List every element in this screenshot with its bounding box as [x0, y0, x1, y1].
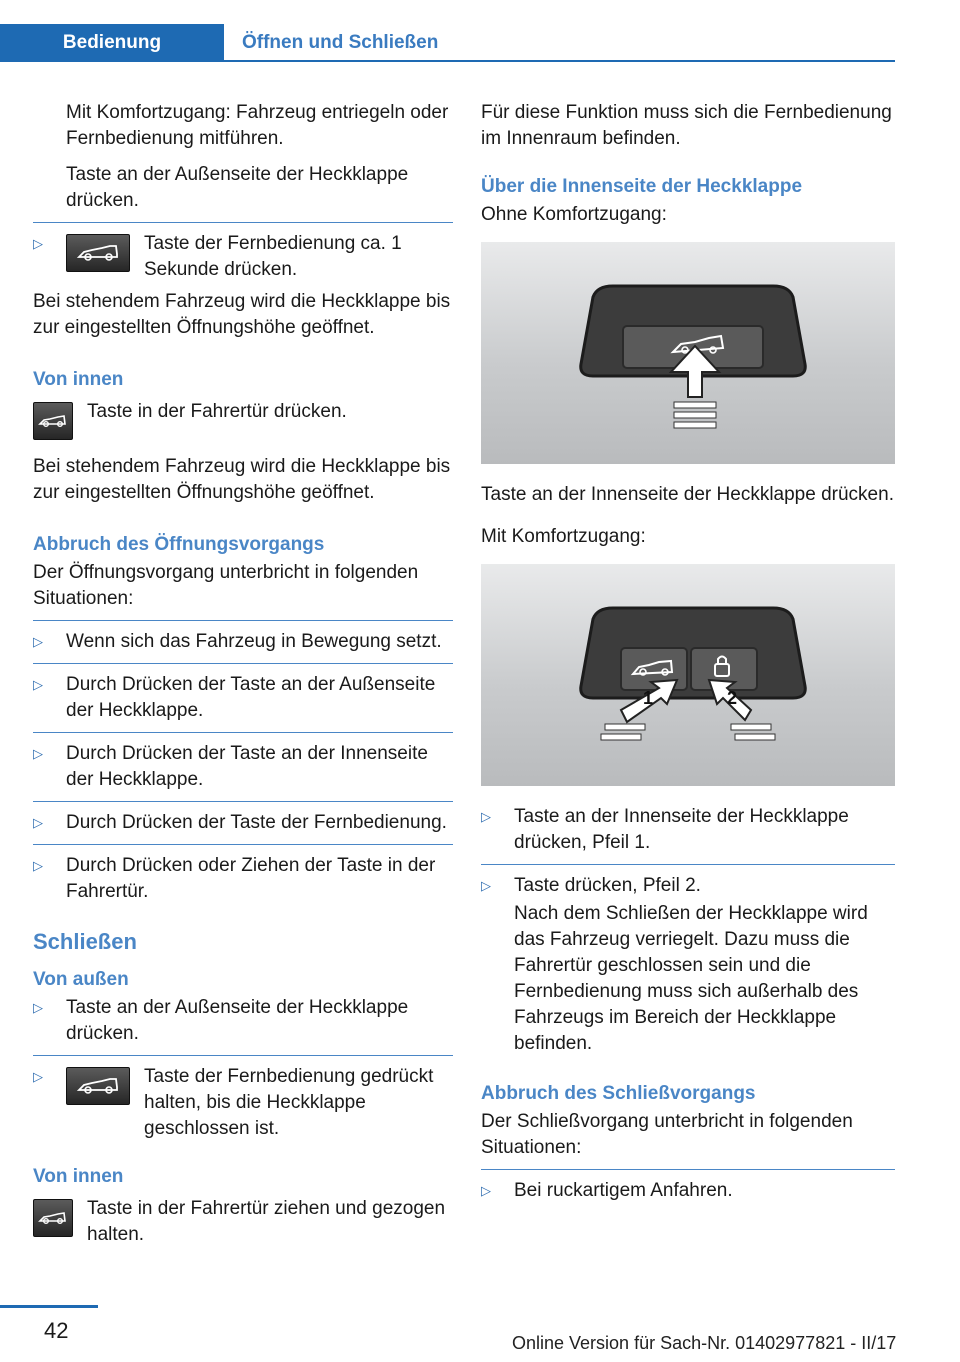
- paragraph: Mit Komfortzugang:: [481, 526, 646, 547]
- page-number: 42: [44, 1318, 69, 1343]
- heading-abbruch-schliessen: Abbruch des Schließvorgangs: [481, 1083, 756, 1104]
- heading-abbruch-oeffnung: Abbruch des Öffnungsvorgangs: [33, 534, 325, 555]
- divider: [33, 844, 453, 845]
- paragraph: Für diese Funktion muss sich die Fernbedienung im Innenraum befinden.: [481, 102, 892, 149]
- bullet-triangle-icon: ▷: [33, 858, 43, 873]
- heading-schliessen: Schließen: [33, 929, 137, 954]
- remote-tailgate-key-icon: [66, 1067, 130, 1105]
- paragraph: Mit Komfortzugang: Fahrzeug entriegeln oder Fernbedienung mitführen.: [66, 102, 449, 149]
- paragraph: Der Öffnungsvorgang unterbricht in folgenden Situationen:: [33, 562, 419, 609]
- tab-bedienung[interactable]: Bedienung: [0, 24, 224, 62]
- paragraph: Bei stehendem Fahrzeug wird die Heckklappe bis zur eingestellten Öffnungshöhe geöffnet.: [33, 456, 451, 503]
- divider: [33, 222, 453, 223]
- list-item: ▷ Durch Drücken der Taste der Fernbedienung.: [33, 810, 453, 836]
- list-item: ▷ Taste drücken, Pfeil 2.: [481, 873, 895, 899]
- list-item: ▷ Wenn sich das Fahrzeug in Bewegung setzt.: [33, 629, 453, 655]
- page-header: [0, 0, 895, 62]
- divider: [33, 663, 453, 664]
- paragraph: Nach dem Schließen der Heckklappe wird das Fahrzeug verriegelt. Dazu muss die Fahrertür geschlossen sein und die Fernbedienung muss sich außerhalb des Fahrzeugs im Bereich der Heckklappe befinden.: [514, 903, 868, 1054]
- list-item: ▷ Durch Drücken der Taste an der Außenseite der Heckklappe.: [33, 674, 436, 721]
- list-item: ▷ Taste an der Außenseite der Heckklappe drücken.: [33, 997, 409, 1044]
- tab-oeffnen-schliessen[interactable]: Öffnen und Schließen: [242, 32, 439, 53]
- heading-innenseite: Über die Innenseite der Heckklappe: [481, 176, 803, 197]
- divider: [33, 1055, 453, 1056]
- bullet-triangle-icon: ▷: [481, 809, 491, 824]
- list-item: ▷ Bei ruckartigem Anfahren.: [481, 1178, 895, 1204]
- arrow-label-1: 1: [643, 688, 654, 708]
- list-item: ▷ Taste an der Innenseite der Heckklappe drücken, Pfeil 1.: [481, 806, 849, 853]
- bullet-triangle-icon: ▷: [481, 1183, 491, 1198]
- photo-caption: Taste an der Innenseite der Heckklappe drücken.: [481, 484, 894, 505]
- paragraph: Bei stehendem Fahrzeug wird die Heckklappe bis zur eingestellten Öffnungshöhe geöffnet.: [33, 291, 451, 338]
- divider: [33, 801, 453, 802]
- bullet-triangle-icon: ▷: [33, 746, 43, 761]
- paragraph: Ohne Komfortzugang:: [481, 204, 667, 225]
- heading-von-innen: Von innen: [33, 369, 124, 390]
- list-item: [33, 1064, 453, 1142]
- bullet-triangle-icon: ▷: [481, 878, 491, 893]
- list-item: ▷ Durch Drücken oder Ziehen der Taste in der Fahrertür.: [33, 855, 436, 902]
- right-column: [481, 100, 895, 1210]
- bullet-triangle-icon: ▷: [33, 634, 43, 649]
- divider: [33, 732, 453, 733]
- divider: [481, 1169, 895, 1170]
- bullet-triangle-icon: ▷: [33, 1069, 43, 1084]
- divider: [33, 620, 453, 621]
- bullet-triangle-icon: ▷: [33, 1000, 43, 1015]
- driver-door-key-text: Taste in der Fahrertür ziehen und gezogen halten.: [87, 1198, 446, 1245]
- bullet-triangle-icon: ▷: [33, 815, 43, 830]
- photo-tailgate-button-dual: [481, 564, 895, 786]
- driver-door-tailgate-key-icon: [33, 1199, 73, 1237]
- bullet-triangle-icon: ▷: [33, 677, 43, 692]
- online-version-text: Online Version für Sach-Nr. 01402977821 - II/17: [512, 1333, 897, 1353]
- paragraph: Taste an der Außenseite der Heckklappe drücken.: [66, 164, 409, 211]
- heading-von-aussen: Von außen: [33, 969, 129, 990]
- list-item: ▷ Durch Drücken der Taste an der Innenseite der Heckklappe.: [33, 743, 428, 790]
- footer-rule: [0, 1305, 98, 1308]
- arrow-label-2: 2: [727, 688, 738, 708]
- driver-door-tailgate-key-icon: [33, 402, 73, 440]
- photo-tailgate-button-single: [481, 242, 895, 464]
- paragraph: Der Schließvorgang unterbricht in folgenden Situationen:: [481, 1111, 853, 1158]
- left-column: [33, 100, 453, 1248]
- remote-key-text: Taste der Fernbedienung ca. 1 Sekunde drücken.: [144, 233, 402, 280]
- list-item: [33, 231, 453, 283]
- divider: [481, 864, 895, 865]
- remote-key-text: Taste der Fernbedienung gedrückt halten, bis die Heckklappe geschlossen ist.: [144, 1066, 434, 1139]
- remote-tailgate-key-icon: [66, 234, 130, 272]
- header-divider: [0, 60, 895, 62]
- heading-von-innen-2: Von innen: [33, 1166, 124, 1187]
- bullet-triangle-icon: ▷: [33, 236, 43, 251]
- driver-door-key-text: Taste in der Fahrertür drücken.: [87, 401, 347, 422]
